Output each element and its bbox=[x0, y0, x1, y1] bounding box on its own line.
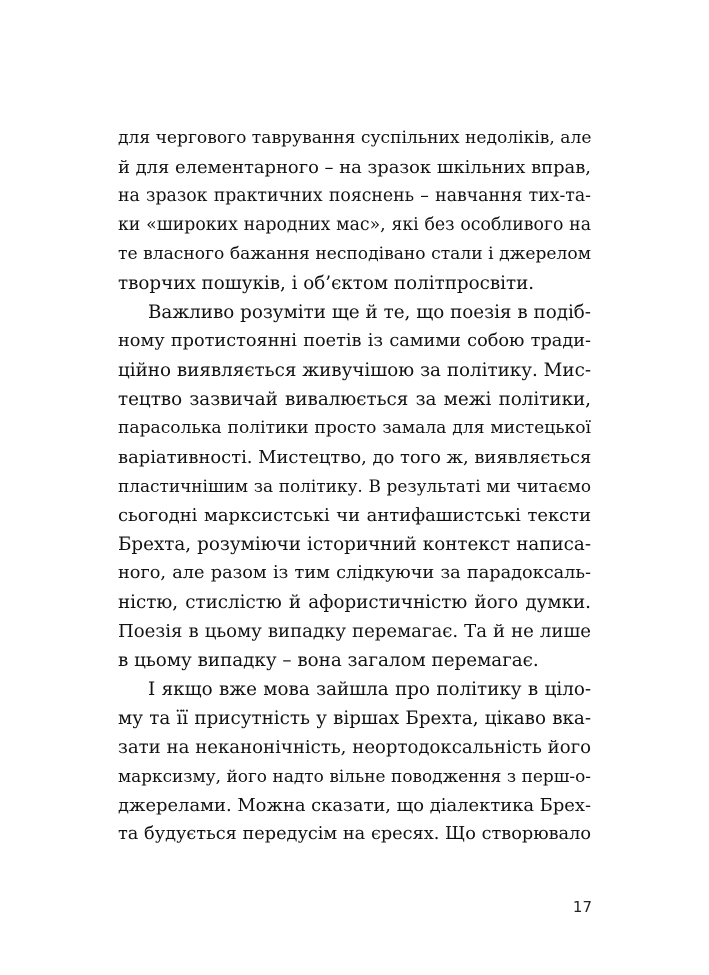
paragraph-1 bbox=[118, 124, 591, 298]
text-line: му та її присутність у віршах Брехта, цікаво вка- bbox=[118, 708, 591, 729]
text-line: ного, але разом із тим слідкуючи за парадоксаль- bbox=[118, 563, 591, 583]
body-text bbox=[118, 124, 591, 849]
page-number: 17 bbox=[572, 898, 592, 916]
text-line: Поезія в цьому випадку перемагає. Та й не лише bbox=[118, 621, 591, 642]
paragraph-2 bbox=[118, 298, 591, 675]
text-line: пластичнішим за політику. В результаті ми читаємо bbox=[118, 476, 591, 496]
text-line: парасолька політики просто замала для мистецької bbox=[118, 418, 591, 438]
text-line: в цьому випадку – вона загалом перемагає. bbox=[118, 650, 539, 671]
text-line: ційно виявляється живучішою за політику. Мис- bbox=[118, 360, 591, 381]
text-line: й для елементарного – на зразок шкільних вправ, bbox=[118, 157, 591, 178]
text-line: марксизму, його надто вільне поводження з перш-о- bbox=[118, 766, 591, 786]
text-line: творчих пошуків, і об’єктом політпросвіти. bbox=[118, 273, 535, 294]
text-line: те власного бажання несподівано стали і джерелом bbox=[118, 244, 591, 264]
text-line: ному протистоянні поетів із самими собою тради- bbox=[118, 331, 591, 351]
text-line: та будується передусім на єресях. Що створювало bbox=[118, 824, 591, 844]
text-line: зати на неканонічність, неортодоксальність його bbox=[118, 737, 591, 758]
text-line: І якщо вже мова зайшла про політику в ціло- bbox=[148, 679, 591, 700]
text-line: Брехта, розуміючи історичний контекст написа- bbox=[118, 534, 591, 555]
text-line: джерелами. Можна сказати, що діалектика Брех- bbox=[118, 795, 591, 816]
text-line: для чергового таврування суспільних недоліків, але bbox=[118, 128, 591, 148]
text-line: сьогодні марксистські чи антифашистські тексти bbox=[118, 505, 591, 526]
paragraph-3 bbox=[118, 675, 591, 849]
text-line: тецтво зазвичай вивалюється за межі політики, bbox=[118, 389, 591, 410]
text-line: ністю, стислістю й афористичністю його думки. bbox=[118, 592, 591, 613]
text-line: варіативності. Мистецтво, до того ж, виявляється bbox=[118, 447, 591, 468]
text-line: ки «широких народних мас», які без особливого на bbox=[118, 215, 591, 235]
text-line: на зразок практичних пояснень – навчання тих-та- bbox=[118, 186, 591, 206]
text-line: Важливо розуміти ще й те, що поезія в подіб- bbox=[148, 302, 591, 323]
